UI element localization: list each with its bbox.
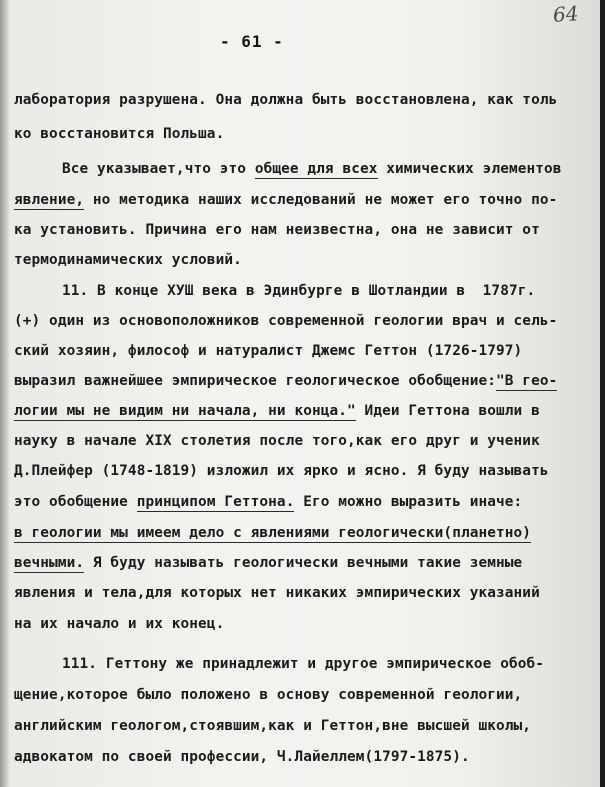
text-line: 11. В конце ХУШ века в Эдинбурге в Шотландии в 1787г. [62, 283, 536, 299]
text-line: явления и тела,для которых нет никаких эмпирических указаний [14, 585, 540, 601]
underlined-phrase: в геологии мы имеем дело с явлениями геологически(планетно) [14, 525, 532, 541]
text-line: ка установить. Причина его нам неизвестна, она не зависит от [14, 222, 540, 238]
text-line: (+) один из основоположников современной геологии врач и сель- [14, 313, 558, 329]
text-line [14, 525, 531, 541]
page-edge-shadow [0, 0, 10, 787]
text-line: ский хозяин, философ и натуралист Джемс Геттон (1726-1797) [14, 343, 523, 359]
text-line: на их начало и их конец. [14, 616, 225, 632]
underlined-phrase: общее для всех [254, 161, 378, 177]
underlined-phrase: "В гео- [496, 373, 558, 389]
underlined-phrase: логии мы не видим ни начала, ни конца." [14, 403, 356, 419]
underlined-phrase: явление, [14, 192, 85, 208]
text-line: английским геологом,стоявшим,как и Геттон,вне высшей школы, [14, 718, 532, 734]
archive-page-number: 64 [552, 1, 580, 27]
text-line: это обобщение принципом Геттона. Его можно выразить иначе: [14, 494, 523, 510]
text-line: адвокатом по своей профессии, Ч.Лайеллем(1797-1875). [14, 749, 470, 765]
text-line: щение,которое было положено в основу современной геологии, [14, 687, 523, 703]
text-line: лаборатория разрушена. Она должна быть восстановлена, как толь [14, 92, 558, 108]
text-line: выразил важнейшее эмпирическое геологическое обобщение:"В гео- [14, 373, 558, 389]
text-line: науку в начале XIX столетия после того,как его друг и ученик [14, 433, 540, 449]
text-line: вечными. Я буду называть геологически вечными такие земные [14, 555, 523, 571]
text-line: логии мы не видим ни начала, ни конца." Идеи Геттона вошли в [14, 403, 540, 419]
underlined-phrase: вечными. [14, 555, 85, 571]
text-line: ко восстановится Польша. [14, 126, 225, 142]
text-line: явление, но методика наших исследований не может его точно по- [14, 192, 558, 208]
underlined-phrase: принципом Геттона. [136, 494, 295, 510]
text-line: 111. Геттону же принадлежит и другое эмпирическое обоб- [62, 656, 545, 672]
page-number: - 61 - [220, 32, 284, 51]
text-line: Все указывает,что это общее для всех химических элементов [62, 161, 562, 177]
text-line: термодинамических условий. [14, 252, 242, 268]
text-line: Д.Плейфер (1748-1819) изложил их ярко и ясно. Я буду называть [14, 463, 549, 479]
